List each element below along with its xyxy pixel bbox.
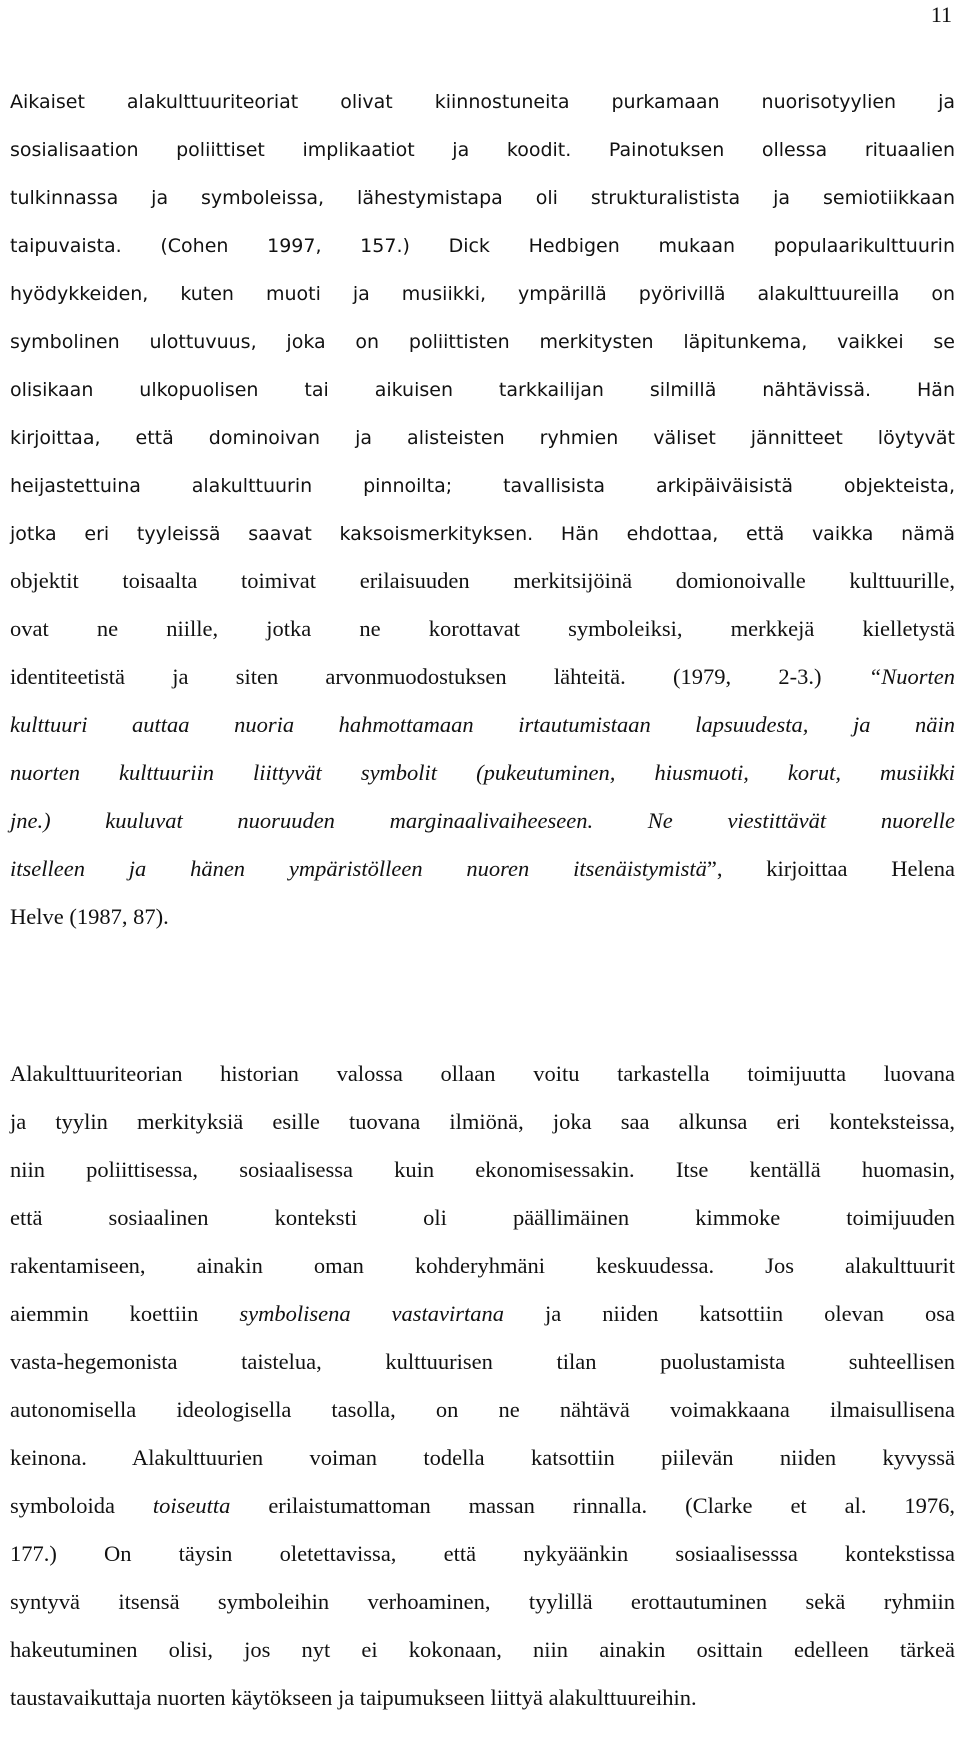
text-run: ovat ne niille, jotka ne korottavat symboleiksi, merkkejä kielletystä <box>10 616 955 641</box>
text-run: ”, kirjoittaa Helena <box>706 856 956 881</box>
text-run: ja tyylin merkityksiä esille tuovana ilmiönä, joka saa alkunsa eri konteksteissa, <box>10 1109 955 1134</box>
text-run: jotka eri tyyleissä saavat kaksoismerkityksen. Hän ehdottaa, että vaikka nämä <box>10 523 955 545</box>
text-line <box>10 1194 955 1242</box>
text-line <box>10 701 955 749</box>
text-line <box>10 461 955 509</box>
text-run: autonomisella ideologisella tasolla, on ne nähtävä voimakkaana ilmaisullisena <box>10 1397 955 1422</box>
text-line <box>10 413 955 461</box>
italic-text-run: symbolisena vastavirtana <box>239 1301 505 1326</box>
text-line <box>10 125 955 173</box>
text-line <box>10 653 955 701</box>
text-line <box>10 509 955 557</box>
text-run: objektit toisaalta toimivat erilaisuuden merkitsijöinä domionoivalle kulttuurille, <box>10 568 955 593</box>
text-line <box>10 1482 955 1530</box>
text-run: keinona. Alakulttuurien voiman todella katsottiin piilevän niiden kyvyssä <box>10 1445 955 1470</box>
text-run: tulkinnassa ja symboleissa, lähestymistapa oli strukturalistista ja semiotiikkaan <box>10 187 955 209</box>
text-run: että sosiaalinen konteksti oli päällimäinen kimmoke toimijuuden <box>10 1205 955 1230</box>
text-line <box>10 1290 955 1338</box>
text-line <box>10 1338 955 1386</box>
italic-text-run: toiseutta <box>152 1493 231 1518</box>
text-line <box>10 1674 955 1722</box>
text-line <box>10 1146 955 1194</box>
text-run: 177.) On täysin oletettavissa, että nykyäänkin sosiaalisesssa kontekstissa <box>10 1541 955 1566</box>
text-line <box>10 269 955 317</box>
text-run: Alakulttuuriteorian historian valossa ollaan voitu tarkastella toimijuutta luovana <box>10 1061 955 1086</box>
text-run: hyödykkeiden, kuten muoti ja musiikki, ympärillä pyörivillä alakulttuureilla on <box>10 283 955 305</box>
text-run: symboloida <box>10 1493 153 1518</box>
text-run: Helve (1987, 87). <box>10 904 169 929</box>
italic-text-run: “Nuorten <box>868 664 955 689</box>
text-run: taustavaikuttaja nuorten käytökseen ja taipumukseen liittyä alakulttuureihin. <box>10 1685 697 1710</box>
text-line <box>10 1050 955 1098</box>
text-line <box>10 1242 955 1290</box>
text-run: rakentamiseen, ainakin oman kohderyhmäni keskuudessa. Jos alakulttuurit <box>10 1253 955 1278</box>
text-line <box>10 77 955 125</box>
text-line <box>10 221 955 269</box>
text-run: taipuvaista. (Cohen 1997, 157.) Dick Hedbigen mukaan populaarikulttuurin <box>10 235 955 257</box>
text-line <box>10 317 955 365</box>
text-run: erilaistumattoman massan rinnalla. (Clarke et al. 1976, <box>230 1493 955 1518</box>
italic-text-run: kulttuuri auttaa nuoria hahmottamaan irtautumistaan lapsuudesta, ja näin <box>10 712 955 737</box>
text-run: olisikaan ulkopuolisen tai aikuisen tarkkailijan silmillä nähtävissä. Hän <box>10 379 955 401</box>
text-line <box>10 893 955 941</box>
text-run: identiteetistä ja siten arvonmuodostuksen lähteitä. (1979, 2-3.) <box>10 664 869 689</box>
paragraph-2 <box>10 1050 955 1722</box>
page-number: 11 <box>930 2 952 27</box>
text-line <box>10 605 955 653</box>
text-run: hakeutuminen olisi, jos nyt ei kokonaan, niin ainakin osittain edelleen tärkeä <box>10 1637 955 1662</box>
text-run: syntyvä itsensä symboleihin verhoaminen, tyylillä erottautuminen sekä ryhmiin <box>10 1589 955 1614</box>
italic-text-run: itselleen ja hänen ympäristölleen nuoren itsenäistymistä <box>10 856 707 881</box>
text-run: Aikaiset alakulttuuriteoriat olivat kiinnostuneita purkamaan nuorisotyylien ja <box>10 91 955 113</box>
text-line <box>10 749 955 797</box>
text-line <box>10 797 955 845</box>
text-line <box>10 845 955 893</box>
text-run: sosialisaation poliittiset implikaatiot ja koodit. Painotuksen ollessa rituaalien <box>10 139 955 161</box>
text-line <box>10 1098 955 1146</box>
text-run: symbolinen ulottuvuus, joka on poliittisten merkitysten läpitunkema, vaikkei se <box>10 331 955 353</box>
text-line <box>10 365 955 413</box>
text-line <box>10 1626 955 1674</box>
text-run: aiemmin koettiin <box>10 1301 240 1326</box>
paragraph-1 <box>10 77 955 941</box>
text-run: heijastettuina alakulttuurin pinnoilta; tavallisista arkipäiväisistä objekteista, <box>10 475 955 497</box>
italic-text-run: nuorten kulttuuriin liittyvät symbolit (pukeutuminen, hiusmuoti, korut, musiikki <box>10 760 955 785</box>
text-line <box>10 173 955 221</box>
text-run: vasta-hegemonista taistelua, kulttuurisen tilan puolustamista suhteellisen <box>10 1349 955 1374</box>
text-run: niin poliittisessa, sosiaalisessa kuin ekonomisessakin. Itse kentällä huomasin, <box>10 1157 955 1182</box>
text-line <box>10 1530 955 1578</box>
text-run: kirjoittaa, että dominoivan ja alisteisten ryhmien väliset jännitteet löytyvät <box>10 427 955 449</box>
text-line <box>10 1578 955 1626</box>
italic-text-run: jne.) kuuluvat nuoruuden marginaalivaiheeseen. Ne viestittävät nuorelle <box>10 808 955 833</box>
text-line <box>10 1386 955 1434</box>
text-run: ja niiden katsottiin olevan osa <box>504 1301 955 1326</box>
text-line <box>10 1434 955 1482</box>
text-line <box>10 557 955 605</box>
